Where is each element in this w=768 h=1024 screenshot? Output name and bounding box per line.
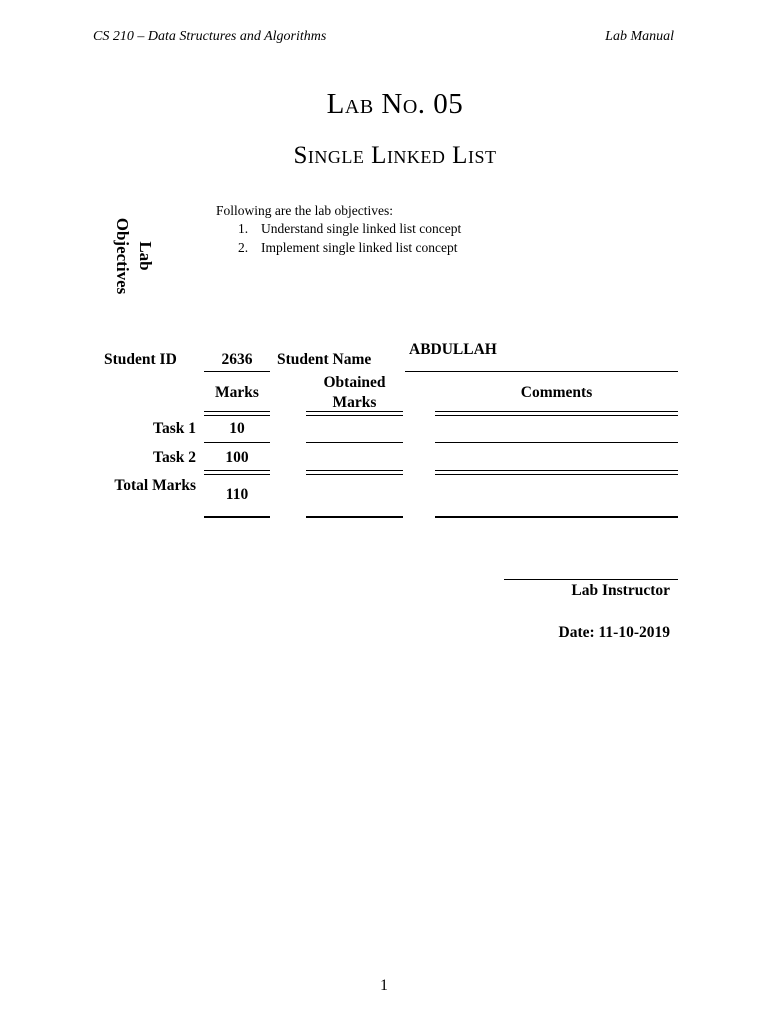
objective-item (238, 240, 457, 256)
objective-text: Implement single linked list concept (261, 240, 458, 255)
task-1-comments-field (435, 442, 678, 443)
objectives-intro: Following are the lab objectives: (216, 203, 393, 218)
student-name-value: ABDULLAH (409, 341, 497, 358)
lab-topic-title: Single Linked List (293, 142, 497, 169)
task-2-marks-rule (204, 470, 270, 475)
header-doc-type: Lab Manual (605, 29, 674, 44)
obtained-column-header: Obtained Marks (323, 374, 386, 411)
student-id-label: Student ID (104, 351, 177, 368)
date-label: Date: 11-10-2019 (558, 624, 670, 641)
total-comments-field (435, 516, 678, 518)
comments-header-rule (435, 411, 678, 416)
task-1-obtained-field (306, 442, 403, 443)
objective-number: 2. (238, 240, 249, 255)
total-obtained-field (306, 516, 403, 518)
student-name-label: Student Name (277, 351, 372, 368)
total-marks-rule (204, 516, 270, 518)
objectives-side-label-text: Lab Objectives (113, 217, 155, 295)
lab-number-title: Lab No. 05 (326, 88, 464, 120)
instructor-signature-line (504, 579, 678, 580)
total-marks-label: Total Marks (114, 477, 196, 494)
objectives-side-label (111, 208, 157, 304)
task-2-label: Task 2 (153, 449, 196, 466)
task-1-label: Task 1 (153, 420, 196, 437)
objective-item (238, 221, 461, 237)
total-marks-value: 110 (225, 486, 249, 503)
header-course: CS 210 – Data Structures and Algorithms (93, 29, 327, 44)
task-2-comments-field (435, 470, 678, 475)
task-1-marks-rule (204, 442, 270, 443)
student-id-underline (204, 371, 270, 372)
page-number: 1 (380, 977, 388, 994)
task-2-obtained-field (306, 470, 403, 475)
objective-text: Understand single linked list concept (261, 221, 462, 236)
objective-number: 1. (238, 221, 249, 236)
student-name-underline (405, 371, 678, 372)
task-1-marks: 10 (229, 420, 245, 437)
comments-column-header: Comments (520, 384, 593, 401)
marks-column-header: Marks (215, 384, 259, 401)
marks-header-rule (204, 411, 270, 416)
obtained-header-rule (306, 411, 403, 416)
task-2-marks: 100 (225, 449, 249, 466)
student-id-value: 2636 (221, 351, 253, 368)
instructor-label: Lab Instructor (571, 582, 670, 599)
